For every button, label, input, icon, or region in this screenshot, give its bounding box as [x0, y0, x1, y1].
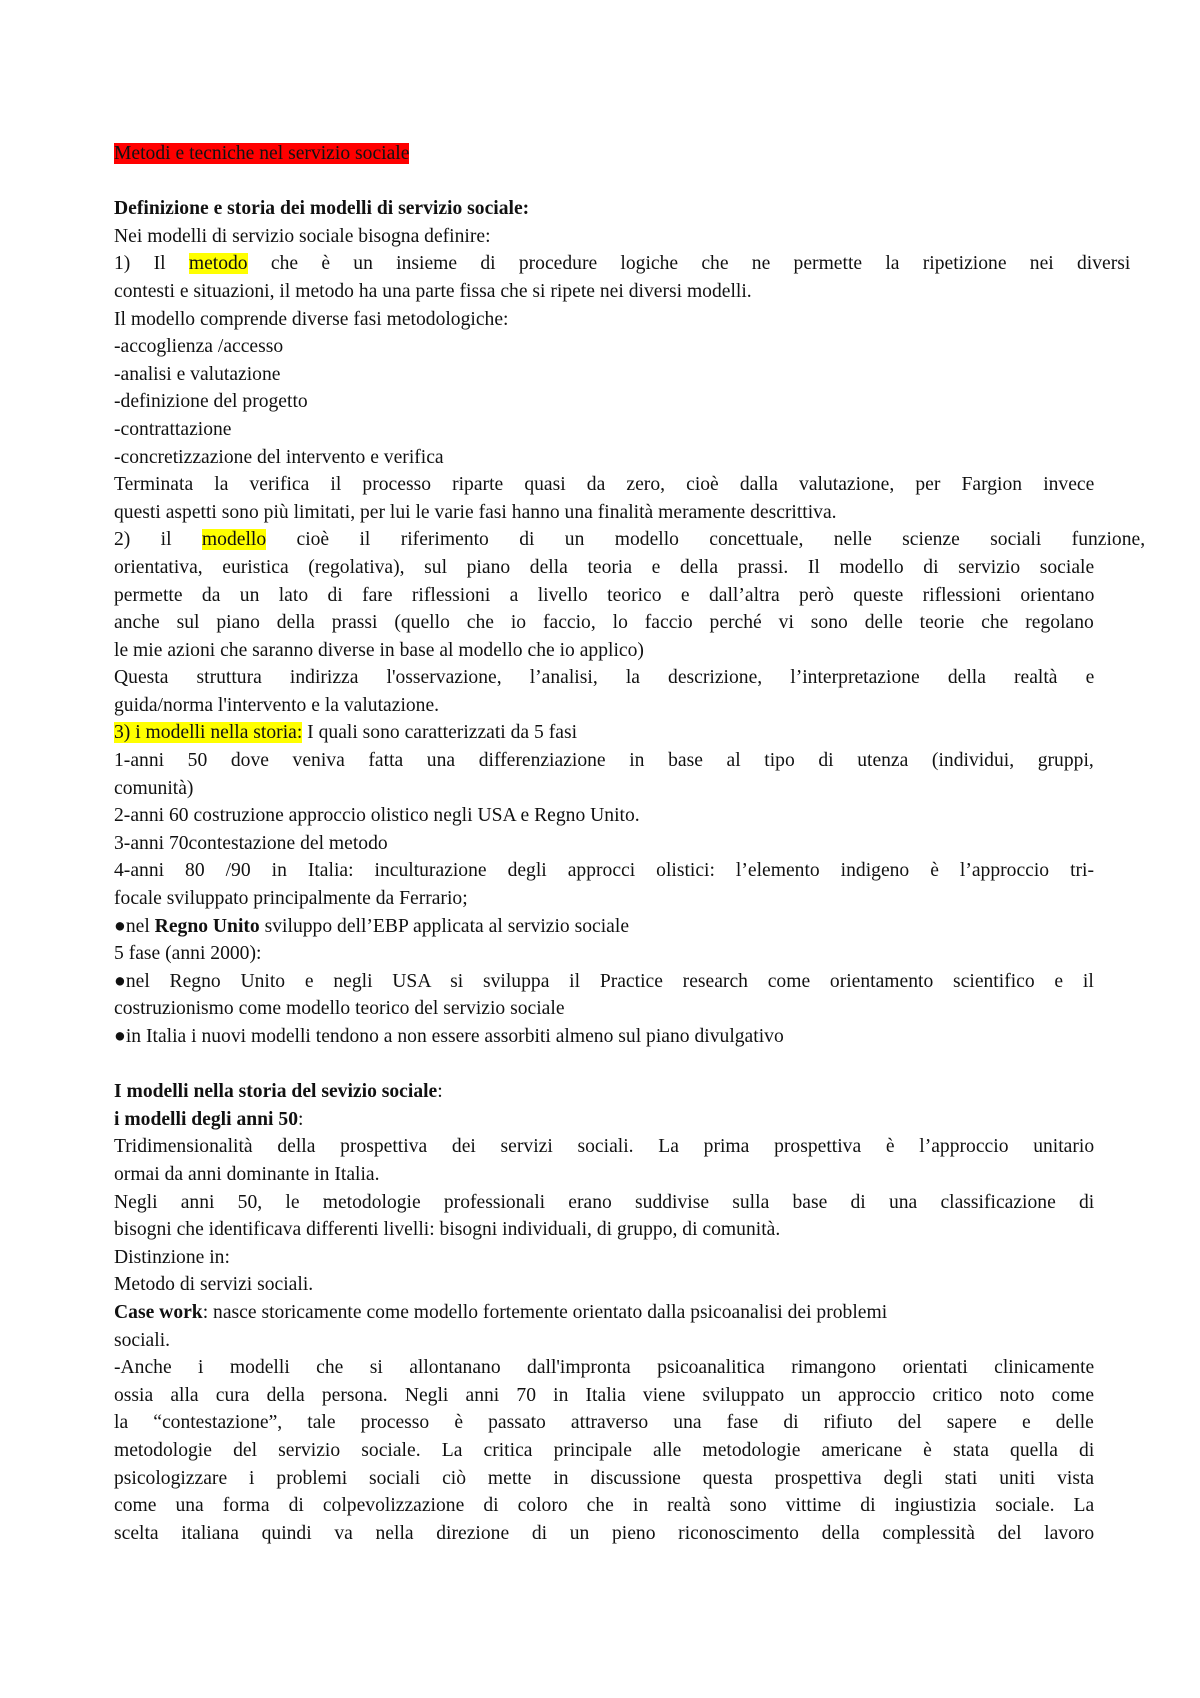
phase-item: -concretizzazione del intervento e verifica [114, 446, 444, 468]
p2-line-a: 2) il modello cioè il riferimento di un modello concettuale, nelle scienze sociali funzione, [114, 529, 1146, 551]
history-3: 3-anni 70contestazione del metodo [114, 832, 388, 854]
doc-title-line [114, 140, 1094, 168]
last-paragraph-line: metodologie del servizio sociale. La critica principale alle metodologie americane è stata quella di [114, 1439, 1095, 1461]
document-title: Metodi e tecniche nel servizio sociale [114, 143, 410, 164]
struttura-line-b: guida/norma l'intervento e la valutazione. [114, 694, 440, 716]
history-1a: 1-anni 50 dove veniva fatta una differenziazione in base al tipo di utenza (individui, gruppi, [114, 750, 1094, 772]
p2-line: orientativa, euristica (regolativa), sul piano della teoria e della prassi. Il modello di servizio sociale [114, 556, 1095, 578]
phases-intro: Il modello comprende diverse fasi metodologiche: [114, 308, 509, 330]
section2-subheading: i modelli degli anni 50: [114, 1108, 304, 1130]
case-work-line-a: Case work: nasce storicamente come modello fortemente orientato dalla psicoanalisi dei problemi [114, 1301, 888, 1323]
verifica-line-b: questi aspetti sono più limitati, per lui le varie fasi hanno una finalità meramente descrittiva. [114, 501, 837, 523]
phase-item: -accoglienza /accesso [114, 336, 284, 358]
last-paragraph-line: la “contestazione”, tale processo è passato attraverso una fase di rifiuto del sapere e delle [114, 1412, 1094, 1434]
p2-line: permette da un lato di fare riflessioni a livello teorico e dall’altra però queste riflessioni orientano [114, 584, 1095, 606]
metodo-servizi: Metodo di servizi sociali. [114, 1274, 314, 1296]
last-paragraph-line: -Anche i modelli che si allontanano dall'impronta psicoanalitica rimangono orientati clinicamente [114, 1357, 1095, 1379]
section1-intro: Nei modelli di servizio sociale bisogna definire: [114, 225, 491, 247]
last-paragraph-line: scelta italiana quindi va nella direzione di un pieno riconoscimento della complessità del lavoro [114, 1522, 1095, 1544]
blank-line [114, 1051, 1094, 1079]
struttura-line-a: Questa struttura indirizza l'osservazione, l’analisi, la descrizione, l’interpretazione della realtà e [114, 667, 1095, 689]
phase-item: -analisi e valutazione [114, 363, 281, 385]
anni-line-b: bisogni che identificava differenti livelli: bisogni individuali, di gruppo, di comunità. [114, 1219, 781, 1241]
case-work-line-b: sociali. [114, 1329, 171, 1351]
tri-line-a: Tridimensionalità della prospettiva dei servizi sociali. La prima prospettiva è l’approccio unitario [114, 1136, 1095, 1158]
bullet-regno-unito: ●nel Regno Unito sviluppo dell’EBP applicata al servizio sociale [114, 915, 630, 937]
verifica-line-a: Terminata la verifica il processo riparte quasi da zero, cioè dalla valutazione, per Fargion invece [114, 474, 1095, 496]
history-1b: comunità) [114, 777, 194, 799]
bullet-practice-b: costruzionismo come modello teorico del servizio sociale [114, 998, 565, 1020]
section2-heading: I modelli nella storia del sevizio sociale: [114, 1081, 443, 1103]
blank-line [114, 168, 1094, 196]
bullet-practice-a: ●nel Regno Unito e negli USA si sviluppa il Practice research come orientamento scientifico e il [114, 970, 1094, 992]
distinzione: Distinzione in: [114, 1246, 230, 1268]
last-paragraph-line: come una forma di colpevolizzazione di coloro che in realtà sono vittime di ingiustizia sociale. La [114, 1495, 1095, 1517]
history-2: 2-anni 60 costruzione approccio olistico negli USA e Regno Unito. [114, 805, 640, 827]
phase-item: -definizione del progetto [114, 391, 308, 413]
p2-line: anche sul piano della prassi (quello che io faccio, lo faccio perché vi sono delle teorie che regolano [114, 612, 1094, 634]
metodo-highlight: metodo [188, 253, 248, 275]
p3-line: 3) i modelli nella storia: I quali sono caratterizzati da 5 fasi [114, 722, 578, 744]
last-paragraph-line: psicologizzare i problemi sociali ciò mette in discussione questa prospettiva degli stati uniti vista [114, 1467, 1095, 1489]
phase-item: -contrattazione [114, 418, 232, 440]
p1-line-a: 1) Il metodo che è un insieme di procedure logiche che ne permette la ripetizione nei diversi [114, 253, 1131, 275]
tri-line-b: ormai da anni dominante in Italia. [114, 1163, 380, 1185]
history-4a: 4-anni 80 /90 in Italia: inculturazione degli approcci olistici: l’elemento indigeno è l’approccio tri- [114, 860, 1095, 882]
bullet-italia: ●in Italia i nuovi modelli tendono a non essere assorbiti almeno sul piano divulgativo [114, 1026, 784, 1047]
document-page [114, 140, 1146, 1547]
section1-heading: Definizione e storia dei modelli di servizio sociale: [114, 198, 530, 220]
p2-line: le mie azioni che saranno diverse in base al modello che io applico) [114, 639, 644, 661]
history-5: 5 fase (anni 2000): [114, 943, 262, 965]
history-4b: focale sviluppato principalmente da Ferrario; [114, 888, 468, 910]
anni-line-a: Negli anni 50, le metodologie professionali erano suddivise sulla base di una classificazione di [114, 1191, 1095, 1213]
last-paragraph-line: ossia alla cura della persona. Negli anni 70 in Italia viene sviluppato un approccio critico noto come [114, 1384, 1095, 1406]
p1-line-b: contesti e situazioni, il metodo ha una parte fissa che si ripete nei diversi modelli. [114, 280, 752, 302]
modello-highlight: modello [201, 529, 267, 551]
storia-highlight: 3) i modelli nella storia: [114, 722, 303, 744]
